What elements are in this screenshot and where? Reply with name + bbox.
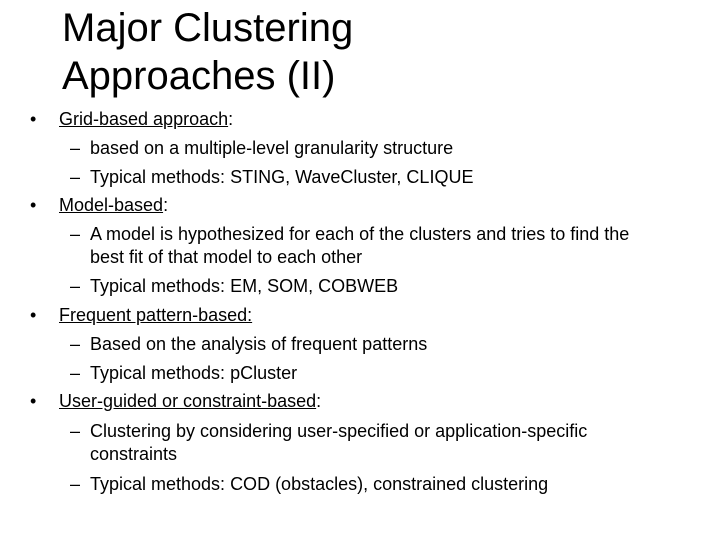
sub-bullet-text: Clustering by considering user-specified or application-specific — [90, 421, 588, 441]
bullet-heading-suffix: : — [316, 391, 322, 411]
dash-icon: – — [70, 276, 81, 296]
dash-icon: – — [70, 138, 81, 158]
sub-bullet-text: Typical methods: STING, WaveCluster, CLIQUE — [90, 167, 474, 187]
bullet-dot-icon: • — [30, 391, 37, 411]
bullet-dot-icon: • — [30, 109, 37, 129]
sub-bullet-text: Typical methods: EM, SOM, COBWEB — [90, 276, 399, 296]
sub-bullet-text: constraints — [90, 444, 178, 464]
bullet-heading: Grid-based approach — [59, 109, 229, 129]
bullet-dot-icon: • — [30, 195, 37, 215]
dash-icon: – — [70, 474, 81, 494]
sub-bullet-text: Typical methods: COD (obstacles), constrained clustering — [90, 474, 549, 494]
sub-bullet-text: best fit of that model to each other — [90, 247, 363, 267]
sub-bullet-text: Based on the analysis of frequent patterns — [90, 334, 428, 354]
bullet-heading: Model-based — [59, 195, 164, 215]
dash-icon: – — [70, 224, 81, 244]
sub-bullet-text: based on a multiple-level granularity structure — [90, 138, 454, 158]
bullet-heading: Frequent pattern-based: — [59, 305, 253, 325]
dash-icon: – — [70, 363, 81, 383]
bullet-dot-icon: • — [30, 305, 37, 325]
dash-icon: – — [70, 421, 81, 441]
bullet-heading: User-guided or constraint-based — [59, 391, 317, 411]
bullet-heading-suffix: : — [228, 109, 234, 129]
slide-title-line-2: Approaches (II) — [62, 54, 336, 98]
bullet-heading-suffix: : — [163, 195, 169, 215]
sub-bullet-text: Typical methods: pCluster — [90, 363, 298, 383]
dash-icon: – — [70, 334, 81, 354]
slide-title-line-1: Major Clustering — [62, 6, 354, 50]
dash-icon: – — [70, 167, 81, 187]
sub-bullet-text: A model is hypothesized for each of the clusters and tries to find the — [90, 224, 630, 244]
